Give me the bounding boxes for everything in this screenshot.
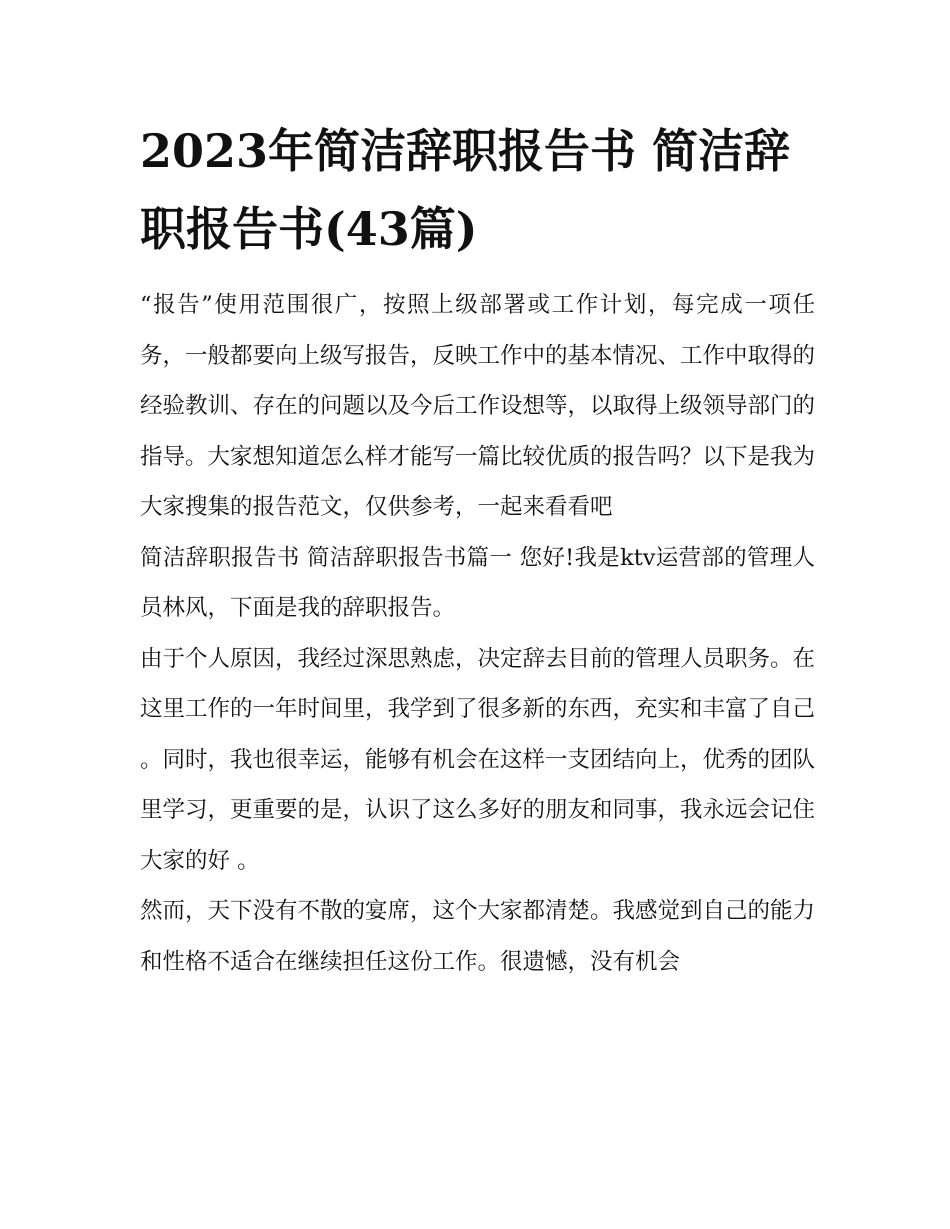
document-body <box>140 280 815 987</box>
section-heading-paragraph: 简洁辞职报告书 简洁辞职报告书篇一 您好!我是ktv运营部的管理人员林风，下面是我的辞职报告。 <box>140 544 815 621</box>
document-title: 2023年简洁辞职报告书 简洁辞职报告书(43篇) <box>140 124 791 256</box>
body-paragraph: 。同时，我也很幸运，能够有机会在这样一支团结向上，优秀的团队里学习，更重要的是，认识了这么多好的朋友和同事，我永远会记住大家的好 。 <box>140 746 816 874</box>
intro-paragraph: “报告”使用范围很广，按照上级部署或工作计划，每完成一项任务，一般都要向上级写报告，反映工作中的基本情况、工作中取得的经验教训、存在的问题以及今后工作设想等，以取得上级领导部门的指导。大家想知道怎么样才能写一篇比较优质的报告吗？以下是我为大家搜集的报告范文，仅供参考，一起来看看吧 <box>140 292 816 520</box>
body-paragraph: 然而，天下没有不散的宴席，这个大家都清楚。我感觉到自己的能力和性格不适合在继续担任这份工作。很遗憾，没有机会 <box>140 898 816 975</box>
body-paragraph: 由于个人原因，我经过深思熟虑，决定辞去目前的管理人员职务。在这里工作的一年时间里，我学到了很多新的东西，充实和丰富了自己 <box>140 645 816 722</box>
